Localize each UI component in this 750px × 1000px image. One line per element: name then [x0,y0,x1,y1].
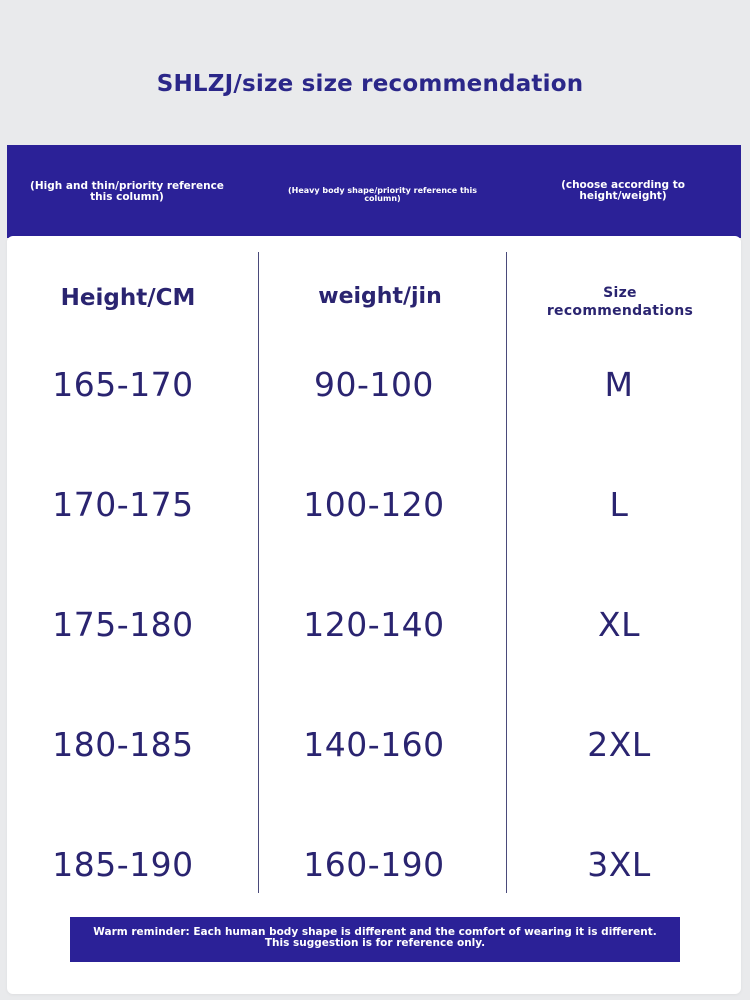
size-cell: L [609,485,629,524]
weight-column-header: weight/jin [318,284,442,309]
size-column-note: (choose according to height/weight) [561,179,685,203]
size-cell: 2XL [587,725,651,764]
height-column-header: Height/CM [60,285,196,311]
column-divider [506,252,507,893]
weight-column-note: (Heavy body shape/priority reference this column) [287,186,477,204]
height-cell: 170-175 [52,485,194,524]
height-cell: 180-185 [52,725,194,764]
height-cell: 175-180 [52,605,194,644]
size-cell: XL [598,605,640,644]
weight-cell: 160-190 [303,845,445,884]
weight-cell: 90-100 [314,365,434,404]
height-column-note: (High and thin/priority reference this column) [30,180,224,204]
page-title: SHLZJ/size size recommendation [156,71,584,97]
warm-reminder-banner: Warm reminder: Each human body shape is different and the comfort of wearing it is different. This suggestion is for reference only. [70,917,680,962]
size-column-header: Size recommendations [546,285,694,320]
weight-cell: 120-140 [303,605,445,644]
weight-cell: 140-160 [303,725,445,764]
height-cell: 185-190 [52,845,194,884]
size-cell: M [604,365,634,404]
height-cell: 165-170 [52,365,194,404]
column-divider [258,252,259,893]
size-cell: 3XL [587,845,651,884]
weight-cell: 100-120 [303,485,445,524]
